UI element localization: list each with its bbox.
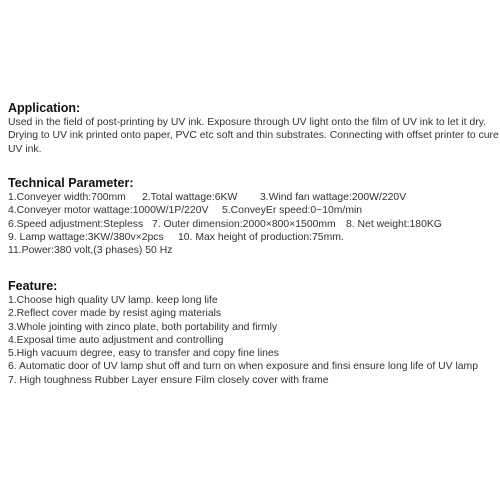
- param-item: 10. Max height of production:75mm.: [178, 231, 344, 243]
- application-text: [8, 116, 499, 156]
- param-item: 4.Conveyer motor wattage:1000W/1P/220V: [8, 205, 209, 217]
- param-item: 6.Speed adjustment:Stepless: [8, 218, 144, 230]
- param-row: [8, 231, 494, 244]
- application-line: Drying to UV ink printed onto paper, PVC etc soft and thin substrates. Connecting with offset printer to cure: [8, 130, 499, 142]
- feature-item: 5.High vacuum degree, easy to transfer and copy fine lines: [8, 348, 279, 360]
- param-item: 9. Lamp wattage:3KW/380v×2pcs: [8, 231, 164, 243]
- technical-section: [8, 176, 494, 257]
- feature-item: 4.Exposal time auto adjustment and controlling: [8, 334, 224, 346]
- param-item: 11.Power:380 volt,(3 phases) 50 Hz: [8, 245, 173, 257]
- application-heading: Application:: [8, 101, 81, 115]
- param-item: 7. Outer dimension:2000×800×1500mm: [152, 218, 336, 230]
- feature-item: 3.Whole jointing with zinco plate, both portability and firmly: [8, 321, 278, 333]
- application-line: Used in the field of post-printing by UV ink. Exposure through UV light onto the film of UV ink to let it dry.: [8, 117, 487, 128]
- feature-item: 6. Automatic door of UV lamp shut off and turn on when exposure and finsi ensure long life of UV lamp: [8, 361, 478, 373]
- feature-item: 2.Reflect cover made by resist aging materials: [8, 308, 222, 320]
- feature-section: [8, 279, 494, 387]
- param-item: 1.Conveyer width:700mm: [8, 192, 126, 203]
- feature-item: 7. High toughness Rubber Layer ensure Film closely cover with frame: [8, 374, 329, 386]
- param-item: 2.Total wattage:6KW: [142, 192, 238, 203]
- param-item: 3.Wind fan wattage:200W/220V: [260, 192, 407, 203]
- application-line: UV ink.: [8, 143, 42, 155]
- param-row: [8, 204, 494, 217]
- application-section: [8, 101, 499, 156]
- feature-item: 1.Choose high quality UV lamp. keep long life: [8, 295, 218, 306]
- param-row: [8, 218, 494, 231]
- feature-heading: Feature:: [8, 279, 58, 293]
- technical-heading: Technical Parameter:: [8, 176, 134, 190]
- param-row: [8, 244, 494, 257]
- param-item: 8. Net weight:180KG: [346, 218, 442, 230]
- param-row: [8, 191, 494, 204]
- param-item: 5.ConveyEr speed:0~10m/min: [222, 205, 363, 217]
